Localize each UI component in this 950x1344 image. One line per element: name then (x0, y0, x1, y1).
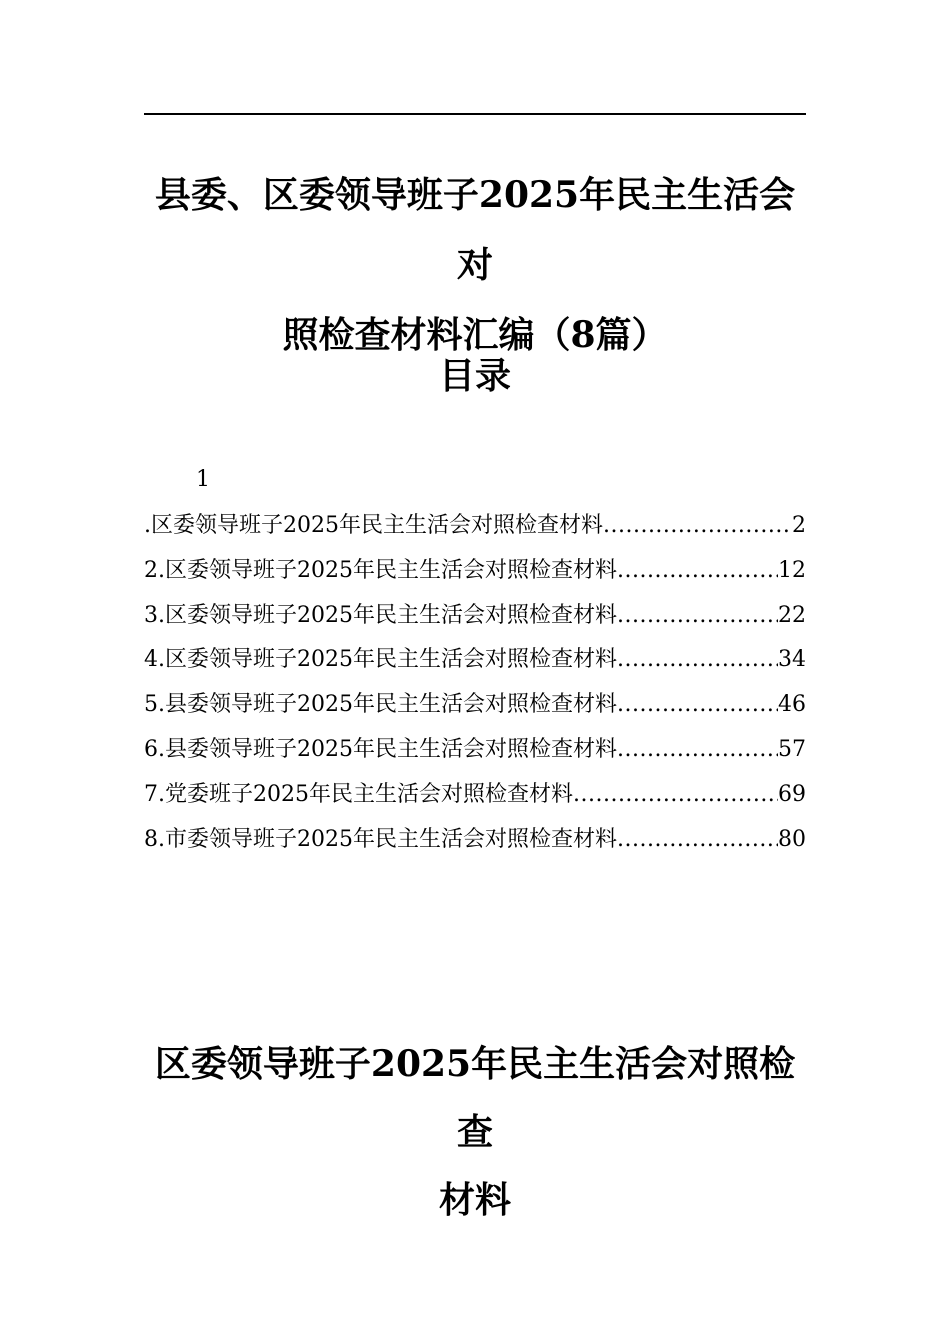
toc-entry-label: 8.市委领导班子2025年民主生活会对照检查材料 (144, 826, 617, 852)
toc-entry-label: .区委领导班子2025年民主生活会对照检查材料 (144, 513, 603, 538)
toc-dot-leader (573, 779, 778, 811)
toc-entry-8[interactable] (144, 824, 806, 869)
toc-entry-4[interactable] (144, 644, 806, 689)
toc-dot-leader (617, 734, 778, 766)
toc-entry-label: 7.党委班子2025年民主生活会对照检查材料 (144, 781, 573, 807)
document-title (144, 160, 806, 370)
toc-dot-leader (617, 600, 778, 632)
toc-dot-leader (617, 644, 778, 676)
toc-first-entry-number: 1 (196, 467, 210, 492)
toc-entry-label: 6.县委领导班子2025年民主生活会对照检查材料 (144, 736, 617, 762)
document-title-line-1: 县委、区委领导班子2025年民主生活会对 (154, 174, 796, 286)
toc-heading: 目录 (438, 355, 511, 397)
toc-entry-label: 4.区委领导班子2025年民主生活会对照检查材料 (144, 647, 617, 673)
toc-entry-label: 3.区委领导班子2025年民主生活会对照检查材料 (144, 602, 617, 628)
toc-entry-label: 2.区委领导班子2025年民主生活会对照检查材料 (144, 557, 617, 583)
toc-dot-leader (617, 555, 778, 587)
section-title-line-2: 材料 (438, 1179, 511, 1221)
section-title-line-1: 区委领导班子2025年民主生活会对照检查 (154, 1043, 796, 1153)
toc-entry-1[interactable] (144, 510, 806, 555)
toc-entry-5[interactable] (144, 689, 806, 734)
document-title-line-2: 照检查材料汇编（8篇） (282, 314, 668, 356)
toc-entry-3[interactable] (144, 600, 806, 645)
toc-dot-leader (617, 689, 778, 721)
section-title (144, 1030, 806, 1234)
toc-dot-leader (617, 824, 778, 856)
toc-entry-page: 34 (778, 647, 806, 673)
toc-dot-leader (603, 510, 792, 542)
table-of-contents (144, 510, 806, 868)
toc-entry-page: 80 (778, 826, 806, 852)
toc-entry-page: 57 (778, 736, 806, 762)
toc-entry-7[interactable] (144, 779, 806, 824)
toc-entry-page: 2 (792, 513, 806, 538)
toc-entry-label: 5.县委领导班子2025年民主生活会对照检查材料 (144, 692, 617, 718)
toc-entry-page: 22 (778, 602, 806, 628)
header-rule (144, 113, 806, 115)
toc-entry-page: 69 (778, 781, 806, 807)
toc-entry-2[interactable] (144, 555, 806, 600)
toc-entry-page: 46 (778, 692, 806, 718)
toc-entry-6[interactable] (144, 734, 806, 779)
toc-entry-page: 12 (778, 557, 806, 583)
